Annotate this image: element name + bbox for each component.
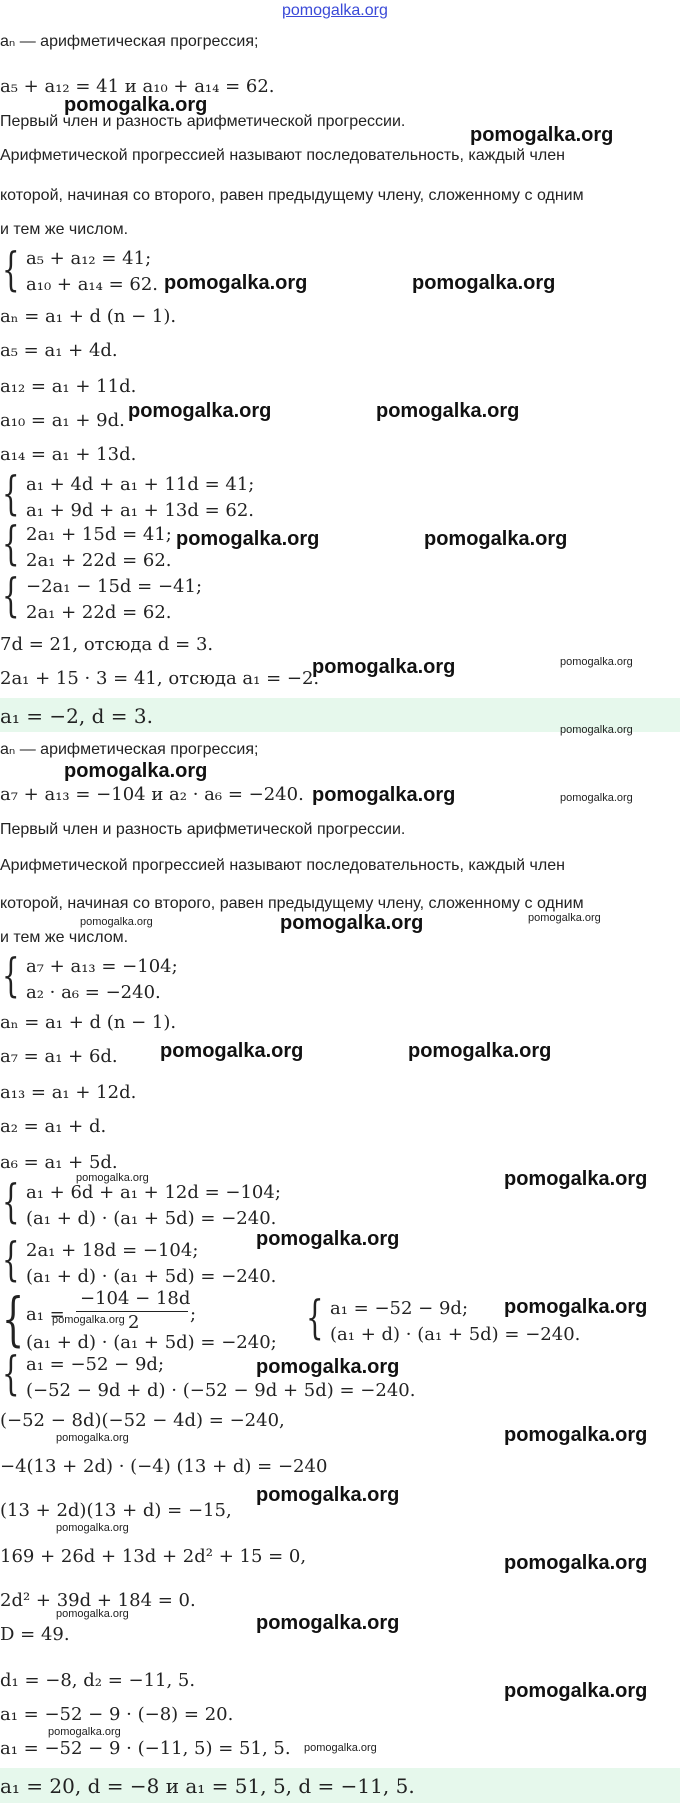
task1-sys3-2: 2a₁ + 22d = 62. <box>26 550 172 571</box>
watermark: pomogalka.org <box>412 272 556 294</box>
task1-sys2-2: a₁ + 9d + a₁ + 13d = 62. <box>26 500 255 521</box>
watermark: pomogalka.org <box>64 94 208 116</box>
task2-sys4a-2: (a₁ + d) · (a₁ + 5d) = −240; <box>26 1332 277 1353</box>
watermark: pomogalka.org <box>164 272 308 294</box>
task1-step-2: 2a₁ + 15 · 3 = 41, отсюда a₁ = −2. <box>0 668 320 689</box>
watermark: pomogalka.org <box>64 760 208 782</box>
task1-sys2-1: a₁ + 4d + a₁ + 11d = 41; <box>26 474 255 495</box>
task2-step-3: (13 + 2d)(13 + d) = −15, <box>0 1500 232 1521</box>
task1-definition-3: и тем же числом. <box>0 221 129 238</box>
watermark: pomogalka.org <box>256 1228 400 1250</box>
task2-term-2: a₁₃ = a₁ + 12d. <box>0 1082 137 1103</box>
brace: { <box>2 516 20 570</box>
task2-sys1-1: a₇ + a₁₃ = −104; <box>26 956 178 977</box>
watermark: pomogalka.org <box>504 1168 648 1190</box>
watermark: pomogalka.org <box>560 724 633 736</box>
task2-definition-1: Арифметической прогрессией называют последовательность, каждый член <box>0 857 565 874</box>
watermark: pomogalka.org <box>504 1552 648 1574</box>
task1-formula: aₙ = a₁ + d (n − 1). <box>0 306 177 327</box>
watermark: pomogalka.org <box>256 1356 400 1378</box>
watermark: pomogalka.org <box>304 1742 377 1754</box>
watermark: pomogalka.org <box>160 1040 304 1062</box>
watermark: pomogalka.org <box>256 1484 400 1506</box>
watermark: pomogalka.org <box>52 1314 125 1326</box>
task2-step-7: d₁ = −8, d₂ = −11, 5. <box>0 1670 196 1691</box>
brace: { <box>2 1285 25 1353</box>
task2-sys3-2: (a₁ + d) · (a₁ + 5d) = −240. <box>26 1266 277 1287</box>
watermark: pomogalka.org <box>80 916 153 928</box>
task2-formula: aₙ = a₁ + d (n − 1). <box>0 1012 177 1033</box>
watermark: pomogalka.org <box>560 792 633 804</box>
task1-intro: aₙ — арифметическая прогрессия; <box>0 33 259 50</box>
site-link[interactable]: pomogalka.org <box>282 2 388 19</box>
task1-answer: a₁ = −2, d = 3. <box>0 704 153 728</box>
task2-sys3-1: 2a₁ + 18d = −104; <box>26 1240 199 1261</box>
watermark: pomogalka.org <box>76 1172 149 1184</box>
watermark: pomogalka.org <box>470 124 614 146</box>
watermark: pomogalka.org <box>504 1296 648 1318</box>
brace: { <box>2 466 20 520</box>
task1-term-1: a₅ = a₁ + 4d. <box>0 340 118 361</box>
task2-step-2: −4(13 + 2d) · (−4) (13 + d) = −240 <box>0 1456 328 1477</box>
brace: { <box>2 948 20 1002</box>
task2-step-4: 169 + 26d + 13d + 2d² + 15 = 0, <box>0 1546 307 1567</box>
task1-step-1: 7d = 21, отсюда d = 3. <box>0 634 214 655</box>
task2-sys2-2: (a₁ + d) · (a₁ + 5d) = −240. <box>26 1208 277 1229</box>
brace: { <box>2 1346 20 1400</box>
task2-sys4a-numerator: −104 − 18d <box>80 1288 191 1309</box>
task2-sys1-2: a₂ · a₆ = −240. <box>26 982 161 1003</box>
task1-term-2: a₁₂ = a₁ + 11d. <box>0 376 137 397</box>
task2-answer: a₁ = 20, d = −8 и a₁ = 51, 5, d = −11, 5. <box>0 1774 415 1798</box>
task1-given: a₅ + a₁₂ = 41 и a₁₀ + a₁₄ = 62. <box>0 76 275 97</box>
task1-term-4: a₁₄ = a₁ + 13d. <box>0 444 137 465</box>
task2-definition-2: которой, начиная со второго, равен предыдущему члену, сложенному с одним <box>0 895 584 912</box>
watermark: pomogalka.org <box>504 1680 648 1702</box>
task2-term-4: a₆ = a₁ + 5d. <box>0 1152 118 1173</box>
watermark: pomogalka.org <box>128 400 272 422</box>
task1-sys3-1: 2a₁ + 15d = 41; <box>26 524 172 545</box>
task2-given: a₇ + a₁₃ = −104 и a₂ · a₆ = −240. <box>0 784 304 805</box>
task1-term-3: a₁₀ = a₁ + 9d. <box>0 410 125 431</box>
task2-sys5-2: (−52 − 9d + d) · (−52 − 9d + 5d) = −240. <box>26 1380 416 1401</box>
watermark: pomogalka.org <box>56 1432 129 1444</box>
watermark: pomogalka.org <box>376 400 520 422</box>
watermark: pomogalka.org <box>424 528 568 550</box>
brace: { <box>2 1232 20 1286</box>
task1-definition-2: которой, начиная со второго, равен предыдущему члену, сложенному с одним <box>0 187 584 204</box>
task2-sys4a-denominator: 2 <box>128 1312 140 1333</box>
task2-term-1: a₇ = a₁ + 6d. <box>0 1046 118 1067</box>
task2-sys5-1: a₁ = −52 − 9d; <box>26 1354 165 1375</box>
watermark: pomogalka.org <box>560 656 633 668</box>
task2-sys4a-end: ; <box>190 1304 197 1325</box>
watermark: pomogalka.org <box>528 912 601 924</box>
watermark: pomogalka.org <box>504 1424 648 1446</box>
task2-step-5: 2d² + 39d + 184 = 0. <box>0 1590 196 1611</box>
task1-sys1-1: a₅ + a₁₂ = 41; <box>26 248 152 269</box>
task2-step-1: (−52 − 8d)(−52 − 4d) = −240, <box>0 1410 285 1431</box>
watermark: pomogalka.org <box>312 784 456 806</box>
watermark: pomogalka.org <box>176 528 320 550</box>
task1-definition-1: Арифметической прогрессией называют последовательность, каждый член <box>0 147 565 164</box>
watermark: pomogalka.org <box>56 1608 129 1620</box>
task2-find: Первый член и разность арифметической прогрессии. <box>0 821 406 838</box>
task2-step-6: D = 49. <box>0 1624 70 1645</box>
task2-sys2-1: a₁ + 6d + a₁ + 12d = −104; <box>26 1182 281 1203</box>
task2-sys4b-2: (a₁ + d) · (a₁ + 5d) = −240. <box>330 1324 581 1345</box>
task1-sys4-2: 2a₁ + 22d = 62. <box>26 602 172 623</box>
task2-definition-3: и тем же числом. <box>0 929 129 946</box>
brace: { <box>306 1290 324 1344</box>
task2-sys4b-1: a₁ = −52 − 9d; <box>330 1298 469 1319</box>
task2-step-9: a₁ = −52 − 9 · (−11, 5) = 51, 5. <box>0 1738 291 1759</box>
brace: { <box>2 568 20 622</box>
task1-sys4-1: −2a₁ − 15d = −41; <box>26 576 203 597</box>
watermark: pomogalka.org <box>256 1612 400 1634</box>
watermark: pomogalka.org <box>408 1040 552 1062</box>
watermark: pomogalka.org <box>48 1726 121 1738</box>
brace: { <box>2 242 20 296</box>
task2-intro: aₙ — арифметическая прогрессия; <box>0 741 259 758</box>
watermark: pomogalka.org <box>56 1522 129 1534</box>
task2-sys4a-lhs: a₁ = <box>26 1304 65 1325</box>
watermark: pomogalka.org <box>280 912 424 934</box>
task1-find: Первый член и разность арифметической прогрессии. <box>0 113 406 130</box>
task2-term-3: a₂ = a₁ + d. <box>0 1116 107 1137</box>
watermark: pomogalka.org <box>312 656 456 678</box>
task1-sys1-2: a₁₀ + a₁₄ = 62. <box>26 274 159 295</box>
task2-step-8: a₁ = −52 − 9 · (−8) = 20. <box>0 1704 234 1725</box>
brace: { <box>2 1174 20 1228</box>
